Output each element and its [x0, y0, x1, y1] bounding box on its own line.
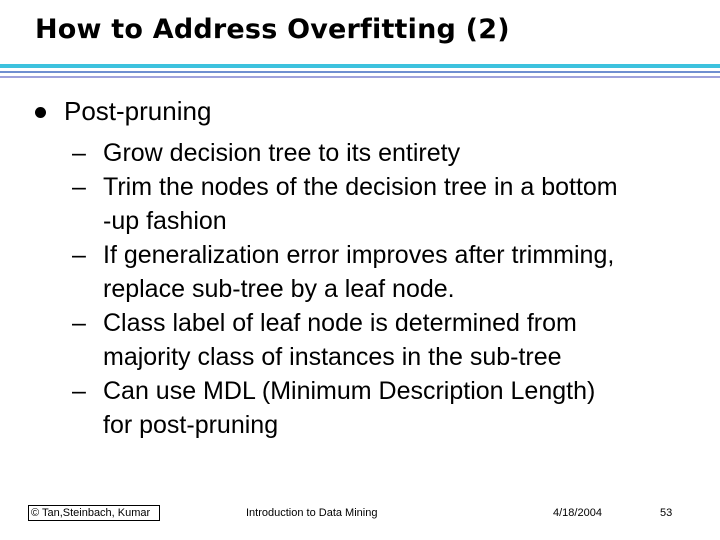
- sub-bullet-text: Grow decision tree to its entirety: [103, 139, 461, 167]
- dash-icon: –: [72, 377, 86, 405]
- sub-bullet-list: [72, 136, 712, 442]
- sub-bullet: [72, 374, 712, 442]
- sub-bullet: [72, 170, 712, 238]
- title-divider-top: [0, 64, 720, 68]
- slide-footer: [0, 505, 720, 525]
- sub-bullet: [72, 306, 712, 374]
- sub-bullet-text: If generalization error improves after trimming, replace sub-tree by a leaf node.: [103, 241, 615, 303]
- main-bullet-text: Post-pruning: [64, 96, 212, 126]
- dash-icon: –: [72, 309, 86, 337]
- main-bullet: [35, 95, 211, 128]
- footer-date: 4/18/2004: [553, 507, 602, 519]
- footer-course: Introduction to Data Mining: [246, 507, 378, 519]
- slide-title: How to Address Overfitting (2): [35, 14, 510, 45]
- sub-bullet: [72, 238, 712, 306]
- sub-bullet-text: Can use MDL (Minimum Description Length) for post-pruning: [103, 377, 596, 439]
- title-divider-bottom: [0, 76, 720, 78]
- sub-bullet: [72, 136, 712, 170]
- dash-icon: –: [72, 241, 86, 269]
- title-divider-middle: [0, 71, 720, 73]
- dash-icon: –: [72, 173, 86, 201]
- dash-icon: –: [72, 139, 86, 167]
- sub-bullet-text: Class label of leaf node is determined from majority class of instances in the sub-tree: [103, 309, 577, 371]
- bullet-dot-icon: [35, 107, 46, 118]
- footer-copyright: © Tan,Steinbach, Kumar: [28, 505, 160, 521]
- sub-bullet-text: Trim the nodes of the decision tree in a bottom -up fashion: [103, 173, 618, 235]
- footer-page-number: 53: [660, 507, 673, 519]
